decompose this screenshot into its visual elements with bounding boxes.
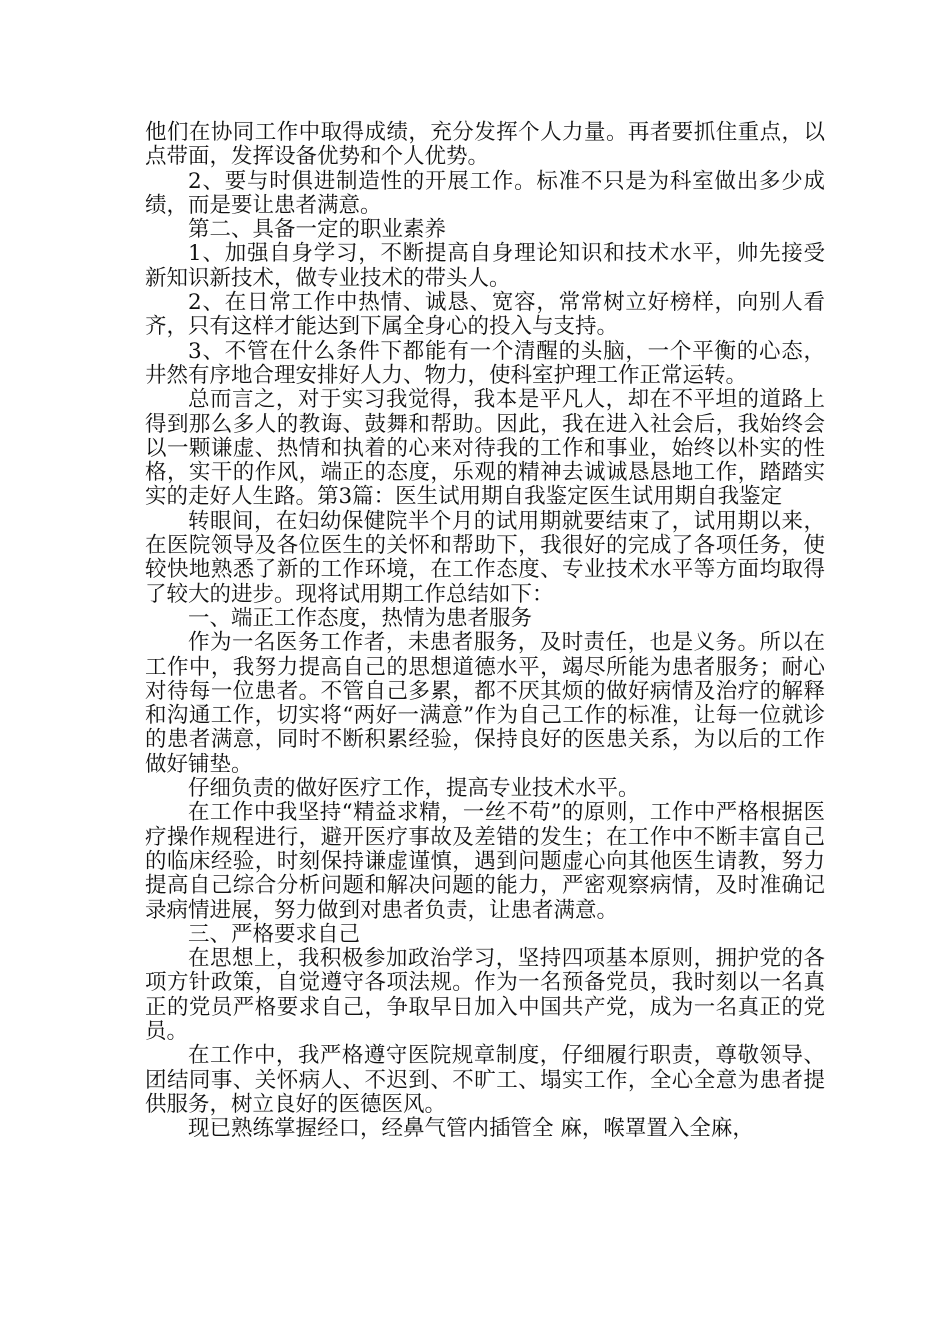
paragraph: 转眼间，在妇幼保健院半个月的试用期就要结束了，试用期以来，在医院领导及各位医生的关怀和帮助下，我很好的完成了各项任务，使较快地熟悉了新的工作环境，在工作态度、专业技术水平等方面均取得了较大的进步。现将试用期工作总结如下： [145,508,825,607]
document-page [145,121,825,1141]
paragraph: 仔细负责的做好医疗工作，提高专业技术水平。 [188,776,640,802]
paragraph: 2、在日常工作中热情、诚恳、宽容，常常树立好榜样，向别人看齐，只有这样才能达到下属全身心的投入与支持。 [145,290,825,340]
paragraph: 在思想上，我积极参加政治学习，坚持四项基本原则，拥护党的各项方针政策，自觉遵守各项法规。作为一名预备党员，我时刻以一名真正的党员严格要求自己，争取早日加入中国共产党，成为一名真正的党员。 [145,946,825,1044]
section-heading: 三、严格要求自己 [188,921,361,947]
paragraph: 2、要与时俱进制造性的开展工作。标准不只是为科室做出多少成绩，而是要让患者满意。 [145,168,825,218]
paragraph: 在工作中我坚持“精益求精，一丝不苟”的原则，工作中严格根据医疗操作规程进行，避开医疗事故及差错的发生；在工作中不断丰富自己的临床经验，时刻保持谦虚谨慎，遇到问题虚心向其他医生请教，努力提高自己综合分析问题和解决问题的能力，严密观察病情，及时准确记录病情进展，努力做到对患者负责，让患者满意。 [145,800,825,923]
paragraph: 3、不管在什么条件下都能有一个清醒的头脑，一个平衡的心态，井然有序地合理安排好人力、物力，使科室护理工作正常运转。 [145,338,825,388]
paragraph: 在工作中，我严格遵守医院规章制度，仔细履行职责，尊敬领导、团结同事、关怀病人、不迟到、不旷工、塌实工作，全心全意为患者提供服务，树立良好的医德医风。 [145,1043,825,1117]
section-heading: 一、端正工作态度，热情为患者服务 [188,605,533,631]
paragraph: 1、加强自身学习，不断提高自身理论知识和技术水平，帅先接受新知识新技术，做专业技术的带头人。 [145,241,825,291]
paragraph: 现已熟练掌握经口，经鼻气管内插管全 麻，喉罩置入全麻， [188,1116,754,1142]
paragraph: 总而言之，对于实习我觉得，我本是平凡人，却在不平坦的道路上得到那么多人的教诲、鼓舞和帮助。因此，我在进入社会后，我始终会以一颗谦虚、热情和执着的心来对待我的工作和事业，始终以朴实的性格，实干的作风，端正的态度，乐观的精神去诚诚恳恳地工作，踏踏实实的走好人生路。第3篇：医生试用期自我鉴定医生试用期自我鉴定 [145,387,825,510]
paragraph: 他们在协同工作中取得成绩，充分发挥个人力量。再者要抓住重点，以点带面，发挥设备优势和个人优势。 [145,120,825,170]
paragraph: 作为一名医务工作者，未患者服务，及时责任，也是义务。所以在工作中，我努力提高自己的思想道德水平，竭尽所能为患者服务；耐心对待每一位患者。不管自己多累，都不厌其烦的做好病情及治疗的解释和沟通工作，切实将“两好一满意”作为自己工作的标准，让每一位就诊的患者满意，同时不断积累经验，保持良好的医患关系，为以后的工作做好铺垫。 [145,630,825,777]
section-heading: 第二、具备一定的职业素养 [188,217,447,243]
